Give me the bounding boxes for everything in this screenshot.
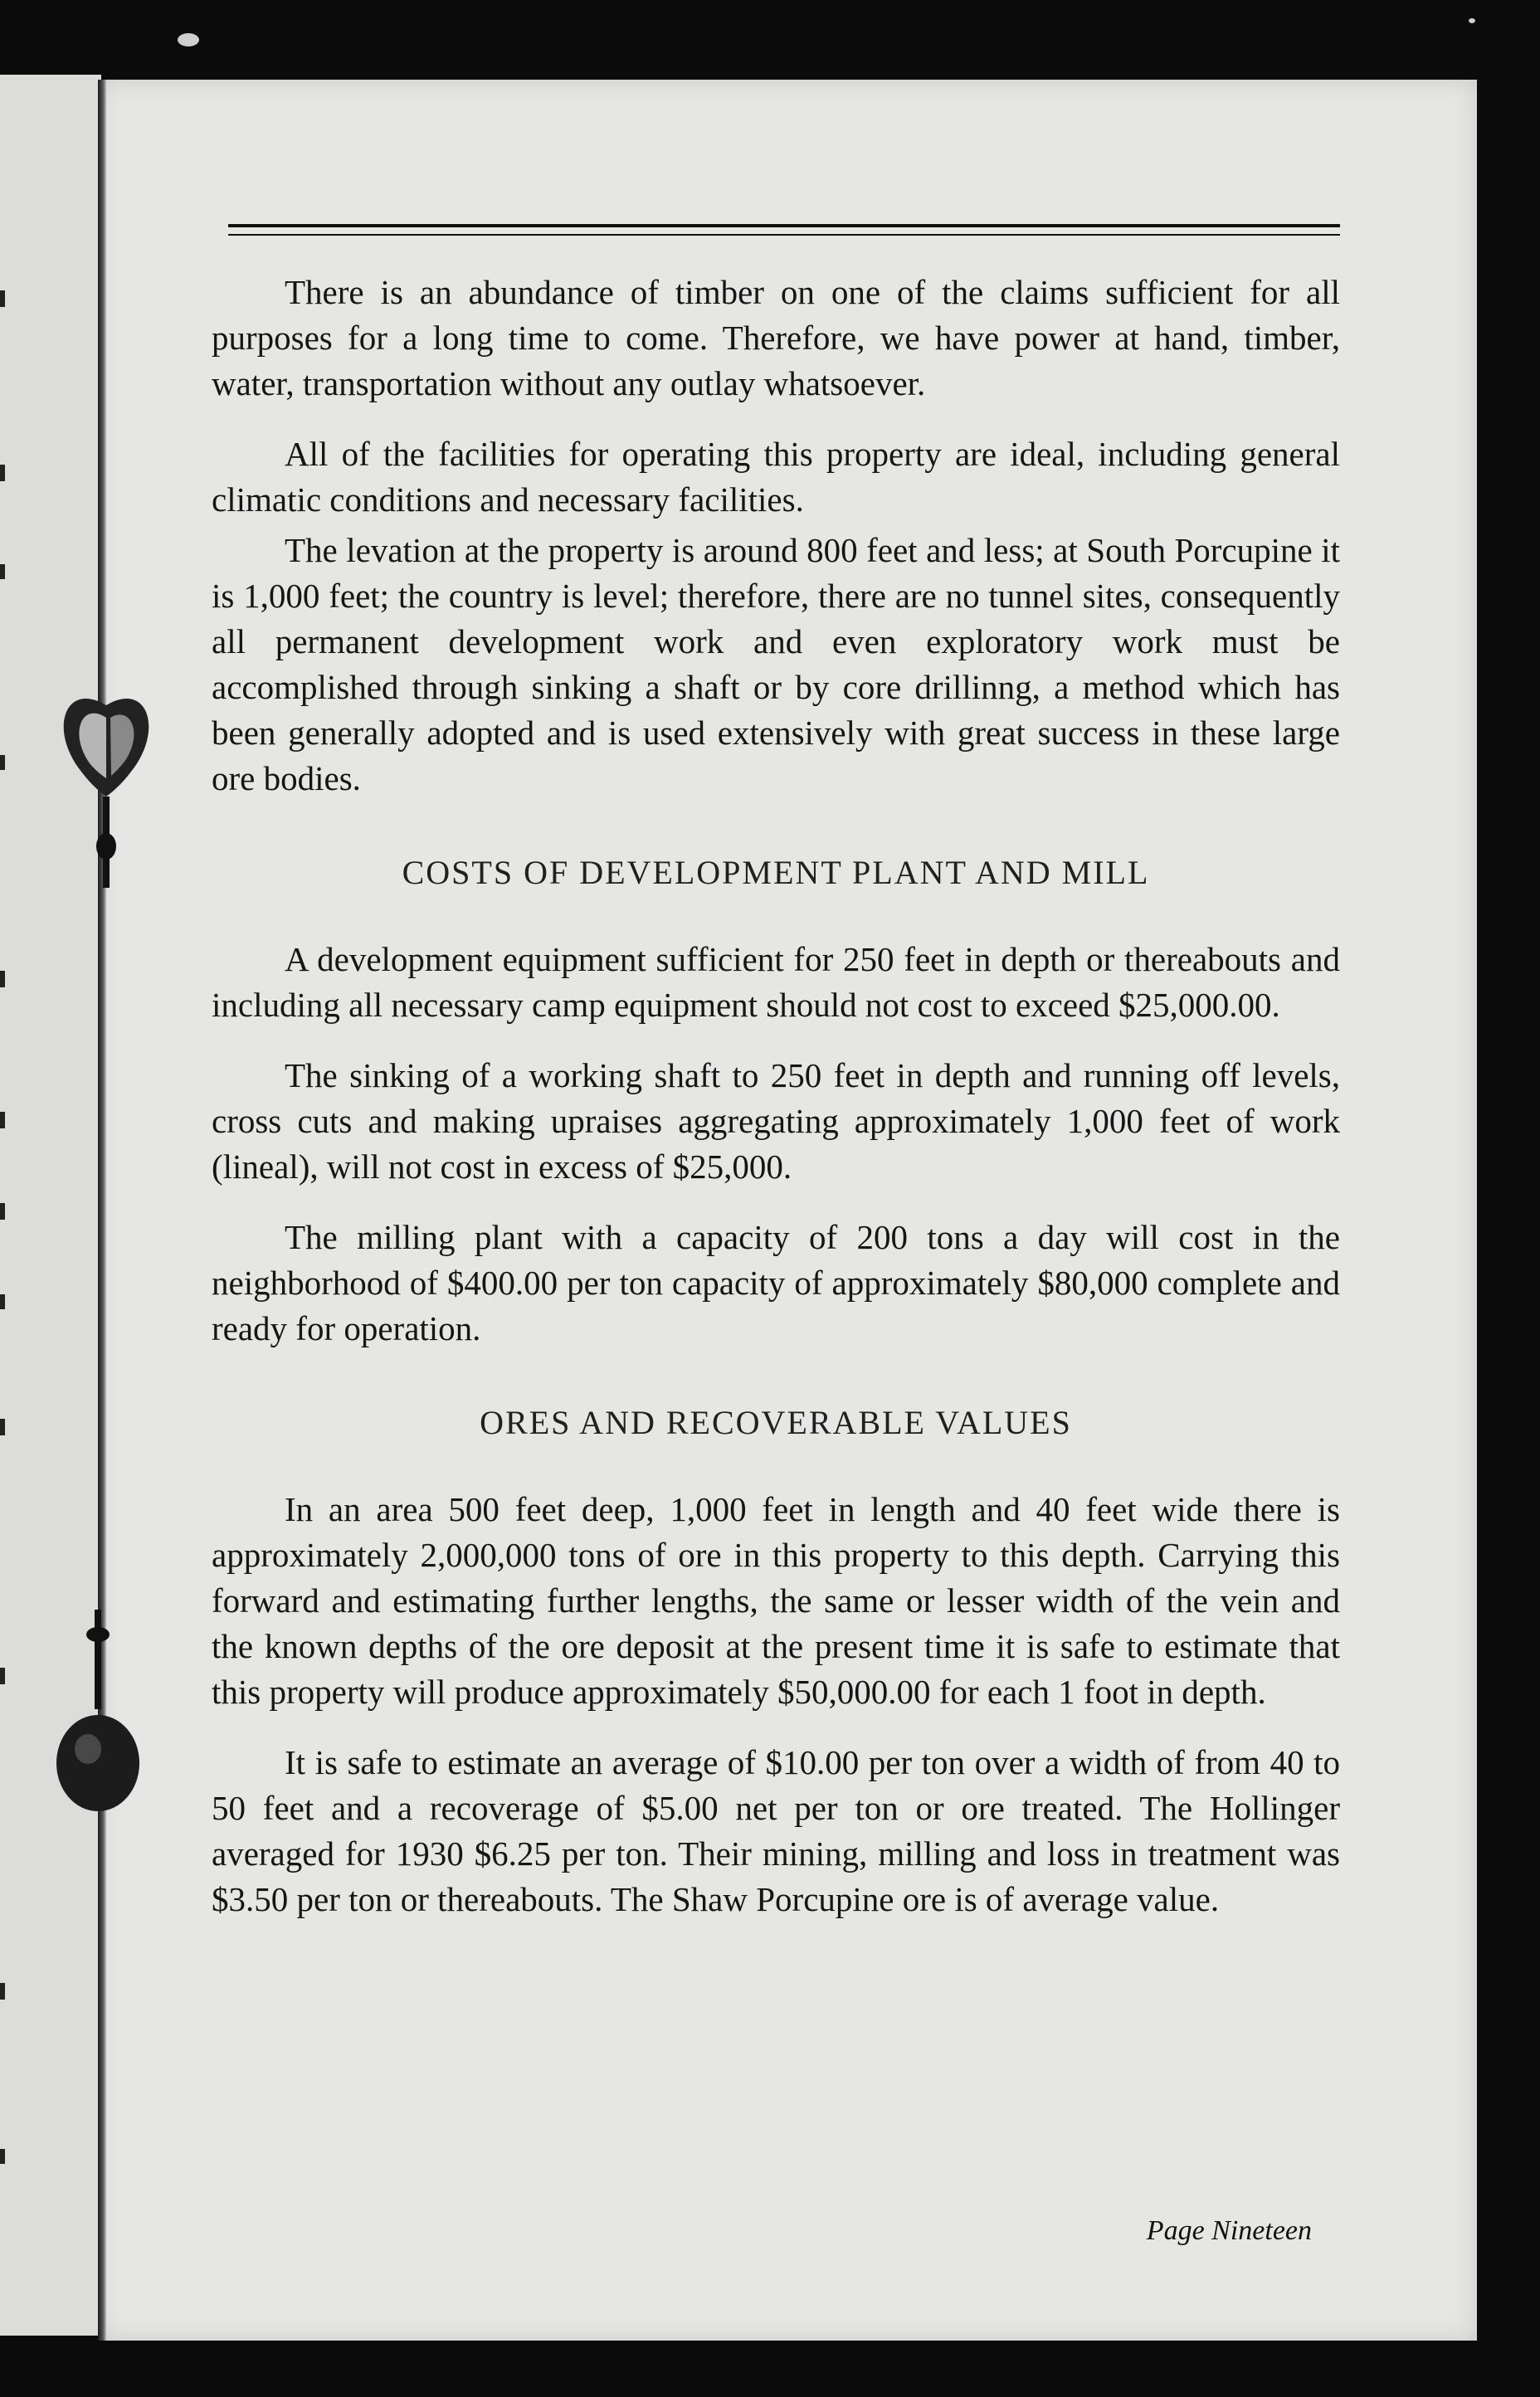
facing-page-edge <box>0 75 101 2336</box>
header-rule <box>228 234 1340 236</box>
header-rule <box>228 224 1340 227</box>
body-text <box>212 270 1340 1922</box>
paragraph: The levation at the property is around 800 feet and less; at South Porcupine it is 1,000 feet; the country is level; therefore, there are no tunnel sites, consequently all permanent development work and even exploratory work must be accomplished through sinking a shaft or by core drillinng, a method which has been generally adopted and is used extensively with great success in these large ore bodies. <box>212 531 1340 797</box>
paragraph: The milling plant with a capacity of 200 tons a day will cost in the neighborhood of $400.00 per ton capacity of approximately $80,000 complete and ready for operation. <box>212 1218 1340 1347</box>
binding-clip-bottom-icon <box>51 1610 151 1825</box>
section-heading: ORES AND RECOVERABLE VALUES <box>480 1404 1072 1441</box>
binding-spine <box>98 80 106 2341</box>
paragraph: There is an abundance of timber on one of the claims sufficient for all purposes for a long time to come. Therefore, we have power at hand, timber, water, transportation without any outlay whatsoever. <box>212 273 1340 402</box>
paragraph: It is safe to estimate an average of $10.00 per ton over a width of from 40 to 50 feet and a recoverage of $5.00 net per ton or ore treated. The Hollinger averaged for 1930 $6.25 per ton. Their mining, milling and loss in treatment was $3.50 per ton or thereabouts. The Shaw Porcupine ore is of average value. <box>212 1743 1340 1918</box>
scan-speck <box>1469 18 1475 23</box>
section-heading: COSTS OF DEVELOPMENT PLANT AND MILL <box>402 854 1150 891</box>
paragraph: A development equipment sufficient for 250 feet in depth or thereabouts and including all necessary camp equipment should not cost to exceed $25,000.00. <box>212 940 1340 1024</box>
paragraph: All of the facilities for operating this property are ideal, including general climatic conditions and necessary facilities. <box>212 435 1340 519</box>
page-number: Page Nineteen <box>1146 2215 1312 2246</box>
paragraph: The sinking of a working shaft to 250 feet in depth and running off levels, cross cuts and making upraises aggregating approximately 1,000 feet of work (lineal), will not cost in excess of $25,000. <box>212 1056 1340 1186</box>
binding-clip-top-icon <box>48 680 164 896</box>
scan-speck <box>178 33 199 46</box>
paragraph: In an area 500 feet deep, 1,000 feet in length and 40 feet wide there is approximately 2,000,000 tons of ore in this property to this depth. Carrying this forward and estimating further lengths, the same or lesser width of the vein and the known depths of the ore deposit at the present time it is safe to estimate that this property will produce approximately $50,000.00 for each 1 foot in depth. <box>212 1490 1340 1711</box>
